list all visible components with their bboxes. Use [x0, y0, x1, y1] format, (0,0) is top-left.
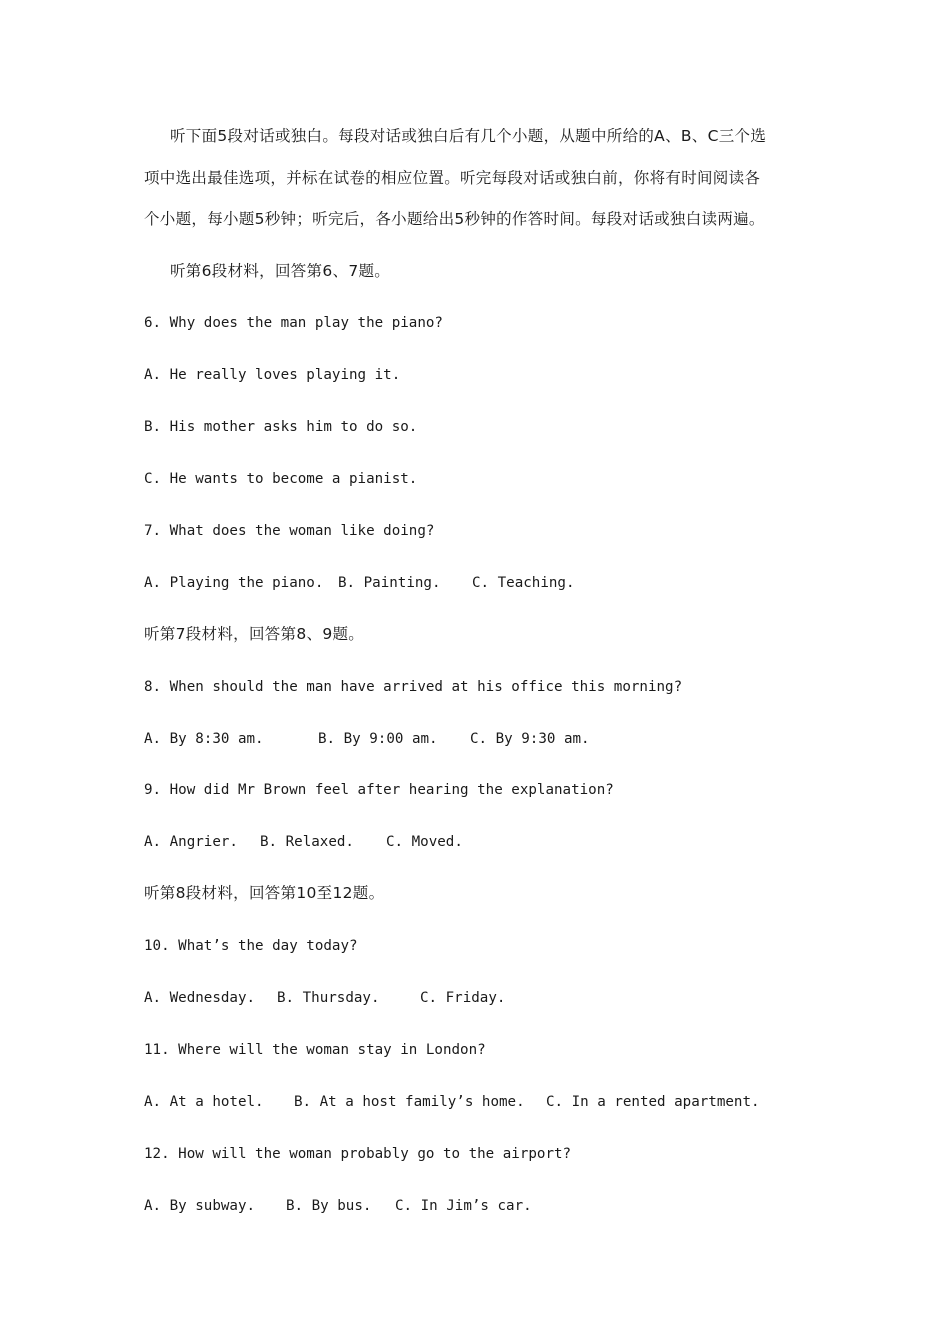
- question-10-stem: 10. What’s the day today?: [144, 938, 358, 954]
- instructions-line-3: 个小题，每小题5秒钟；听完后，各小题给出5秒钟的作答时间。每段对话或独白读两遍。: [144, 210, 765, 228]
- question-8-option-b: B. By 9:00 am.: [318, 731, 438, 747]
- question-10-option-b: B. Thursday.: [277, 990, 380, 1006]
- question-7-option-c: C. Teaching.: [472, 575, 575, 591]
- question-11-option-b: B. At a host family’s home.: [294, 1094, 525, 1110]
- question-11-stem: 11. Where will the woman stay in London?: [144, 1042, 486, 1058]
- question-10-option-c: C. Friday.: [420, 990, 506, 1006]
- question-9-stem: 9. How did Mr Brown feel after hearing the explanation?: [144, 782, 614, 798]
- instructions-line-1: 听下面5段对话或独白。每段对话或独白后有几个小题，从题中所给的A、B、C三个选: [170, 127, 767, 145]
- section-6-heading: 听第6段材料，回答第6、7题。: [170, 262, 391, 280]
- question-7-stem: 7. What does the woman like doing?: [144, 523, 435, 539]
- section-7-heading: 听第7段材料，回答第8、9题。: [144, 625, 365, 643]
- question-8-option-c: C. By 9:30 am.: [470, 731, 590, 747]
- question-6-option-c: C. He wants to become a pianist.: [144, 471, 418, 487]
- question-9-option-b: B. Relaxed.: [260, 834, 354, 850]
- question-11-option-c: C. In a rented apartment.: [546, 1094, 760, 1110]
- question-8-stem: 8. When should the man have arrived at his office this morning?: [144, 679, 683, 695]
- question-6-stem: 6. Why does the man play the piano?: [144, 315, 443, 331]
- question-12-option-a: A. By subway.: [144, 1198, 256, 1214]
- question-7-option-b: B. Painting.: [338, 575, 441, 591]
- question-7-option-a: A. Playing the piano.: [144, 575, 324, 591]
- question-10-option-a: A. Wednesday.: [144, 990, 256, 1006]
- section-8-heading: 听第8段材料，回答第10至12题。: [144, 884, 385, 902]
- question-11-option-a: A. At a hotel.: [144, 1094, 264, 1110]
- question-6-option-a: A. He really loves playing it.: [144, 367, 401, 383]
- question-9-option-c: C. Moved.: [386, 834, 463, 850]
- question-12-stem: 12. How will the woman probably go to the airport?: [144, 1146, 572, 1162]
- question-12-option-c: C. In Jim’s car.: [395, 1198, 532, 1214]
- instructions-line-2: 项中选出最佳选项，并标在试卷的相应位置。听完每段对话或独白前，你将有时间阅读各: [144, 169, 761, 187]
- question-9-option-a: A. Angrier.: [144, 834, 238, 850]
- question-12-option-b: B. By bus.: [286, 1198, 372, 1214]
- question-8-option-a: A. By 8:30 am.: [144, 731, 264, 747]
- question-6-option-b: B. His mother asks him to do so.: [144, 419, 418, 435]
